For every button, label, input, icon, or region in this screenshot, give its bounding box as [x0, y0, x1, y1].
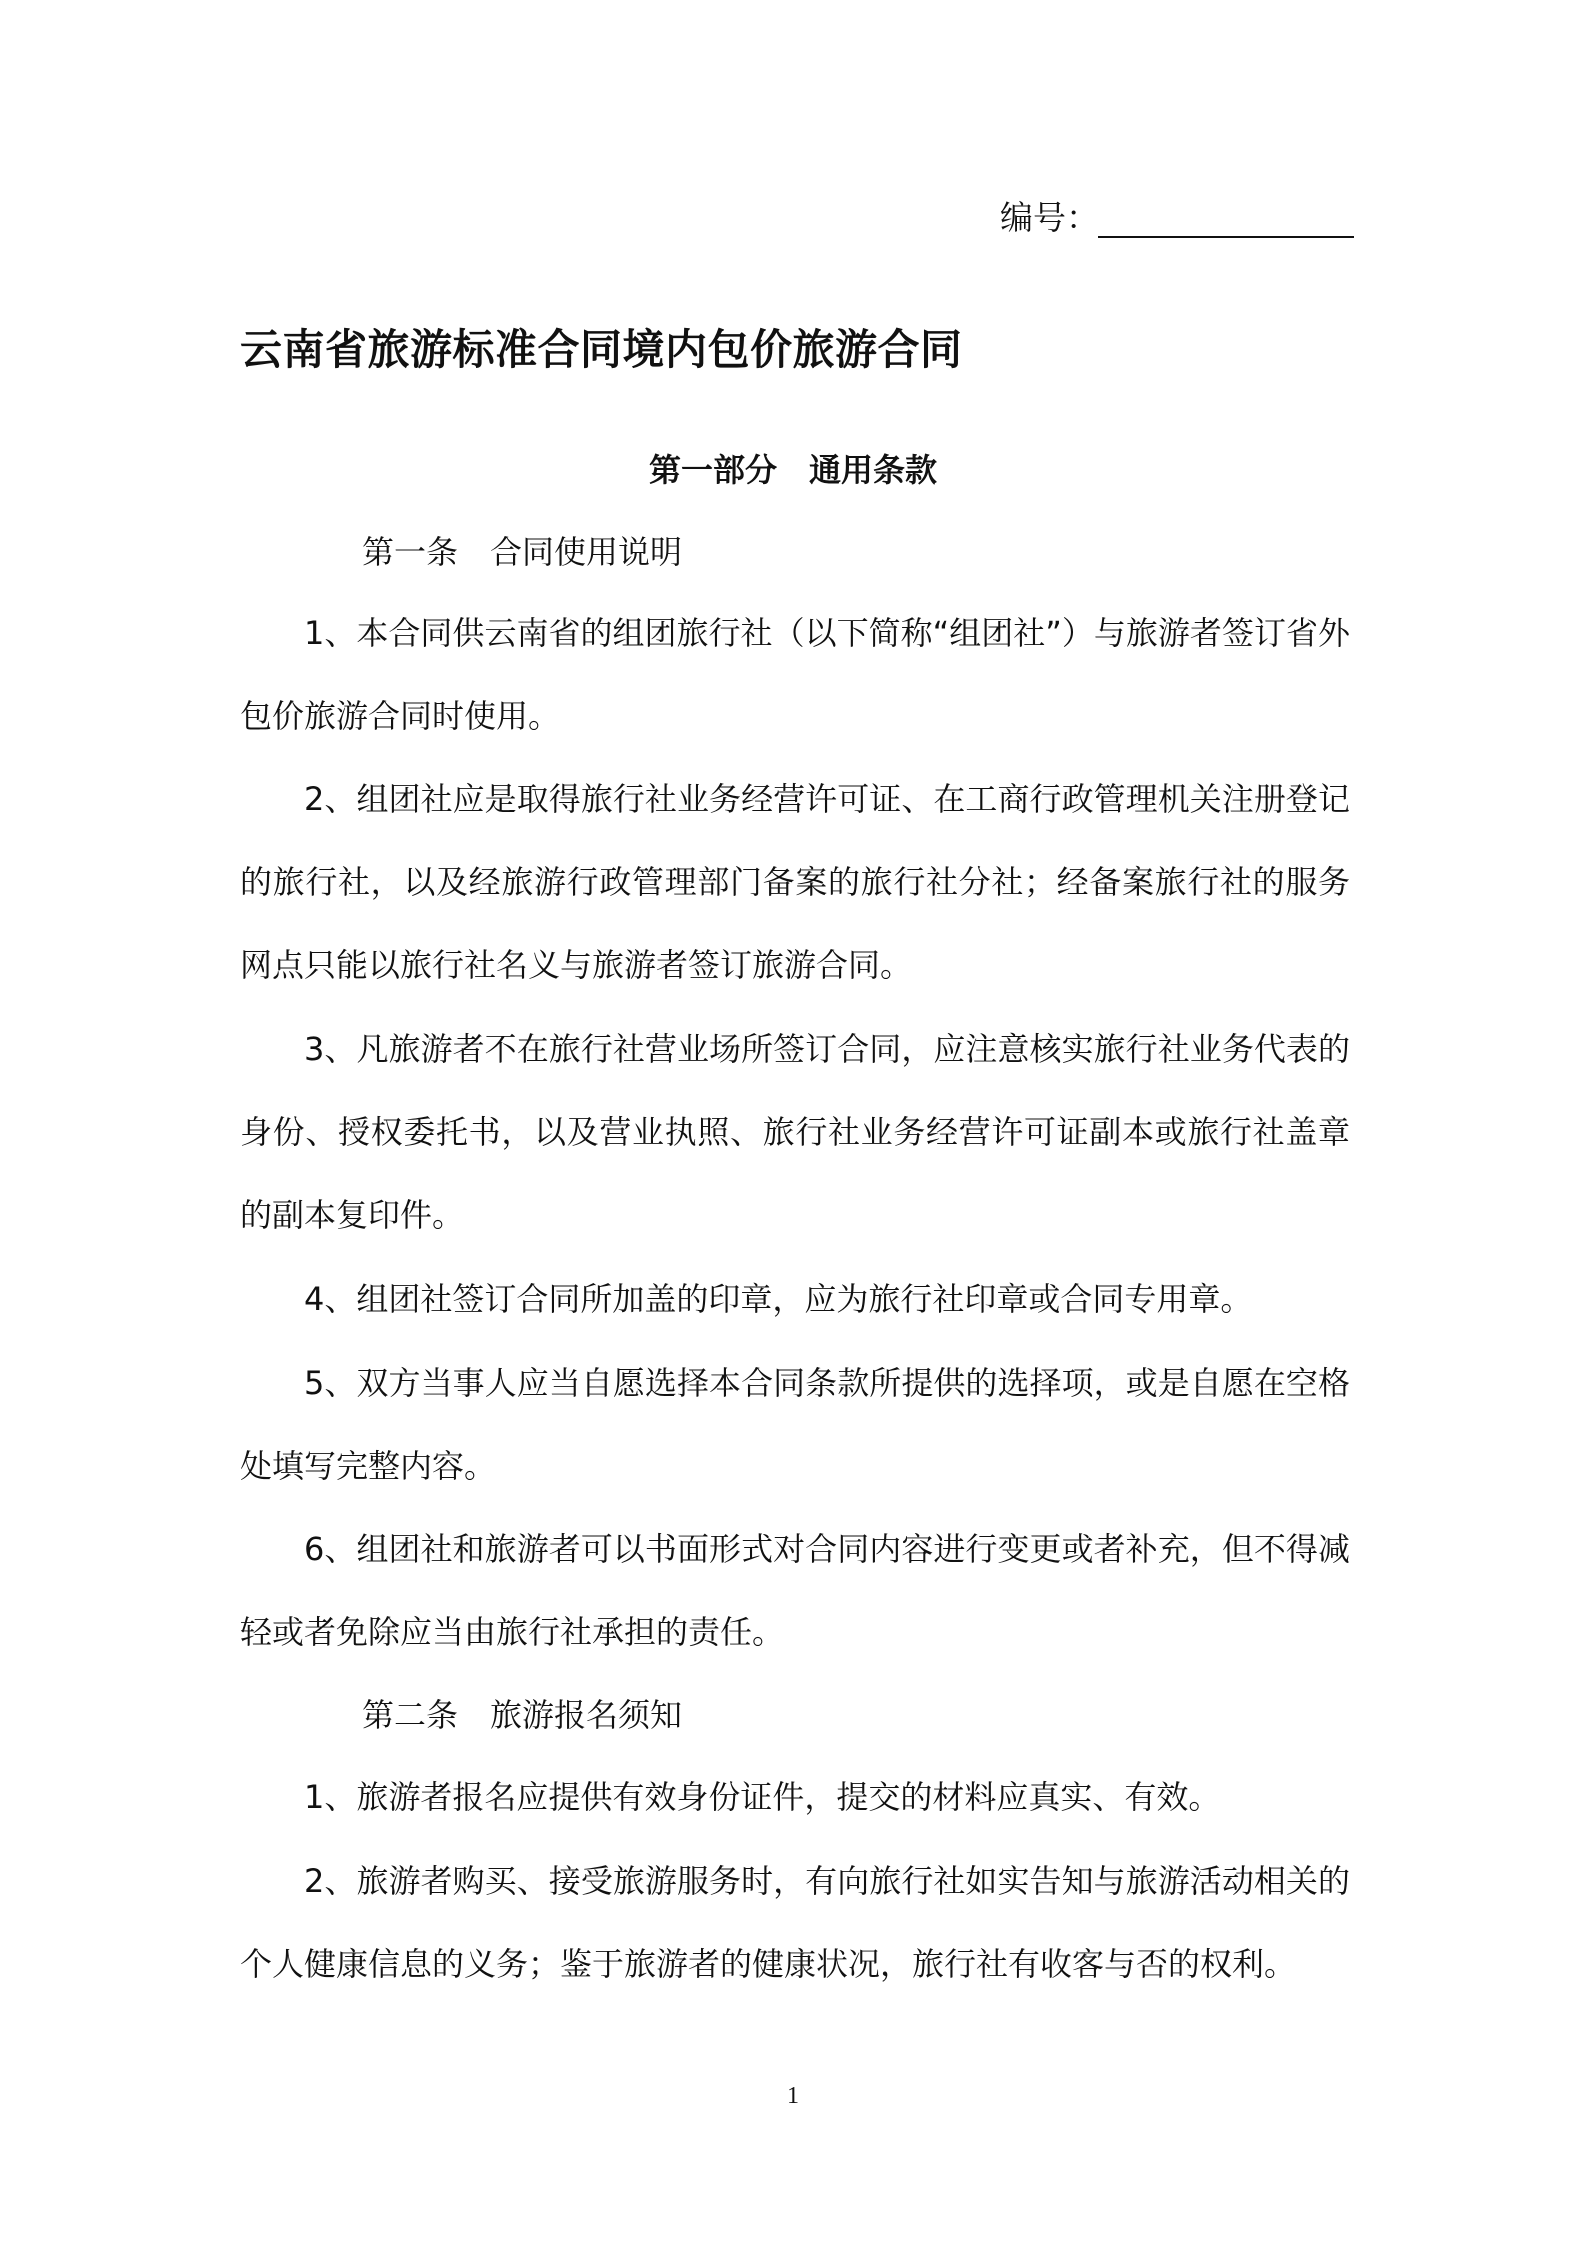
article-1-item-4: 4、组团社签订合同所加盖的印章，应为旅行社印章或合同专用章。: [304, 1280, 1253, 1318]
article-1-item-1: 1、本合同供云南省的组团旅行社（以下简称“组团社”）与旅游者签订省外包价旅游合同时使用。: [240, 614, 1350, 735]
contract-number-blank: [1098, 236, 1354, 238]
document-title: 云南省旅游标准合同境内包价旅游合同: [240, 325, 963, 374]
article-1-item-6: 6、组团社和旅游者可以书面形式对合同内容进行变更或者补充，但不得减轻或者免除应当由旅行社承担的责任。: [240, 1530, 1350, 1651]
article-2-item-1: 1、旅游者报名应提供有效身份证件，提交的材料应真实、有效。: [304, 1778, 1221, 1816]
article-1-heading: 第一条 合同使用说明: [362, 533, 683, 571]
article-1-item-5: 5、双方当事人应当自愿选择本合同条款所提供的选择项，或是自愿在空格处填写完整内容。: [240, 1364, 1350, 1485]
page-number: 1: [787, 2083, 799, 2109]
article-1-item-2: 2、组团社应是取得旅行社业务经营许可证、在工商行政管理机关注册登记的旅行社，以及经旅游行政管理部门备案的旅行社分社；经备案旅行社的服务网点只能以旅行社名义与旅游者签订旅游合同。: [240, 780, 1350, 984]
article-1-item-3: 3、凡旅游者不在旅行社营业场所签订合同，应注意核实旅行社业务代表的身份、授权委托书，以及营业执照、旅行社业务经营许可证副本或旅行社盖章的副本复印件。: [240, 1030, 1350, 1234]
article-2-heading: 第二条 旅游报名须知: [362, 1696, 683, 1734]
article-2-item-2: 2、旅游者购买、接受旅游服务时，有向旅行社如实告知与旅游活动相关的个人健康信息的义务；鉴于旅游者的健康状况，旅行社有收客与否的权利。: [240, 1862, 1350, 1983]
part-heading: 第一部分 通用条款: [648, 451, 937, 489]
contract-number-label: 编号：: [1000, 198, 1099, 237]
